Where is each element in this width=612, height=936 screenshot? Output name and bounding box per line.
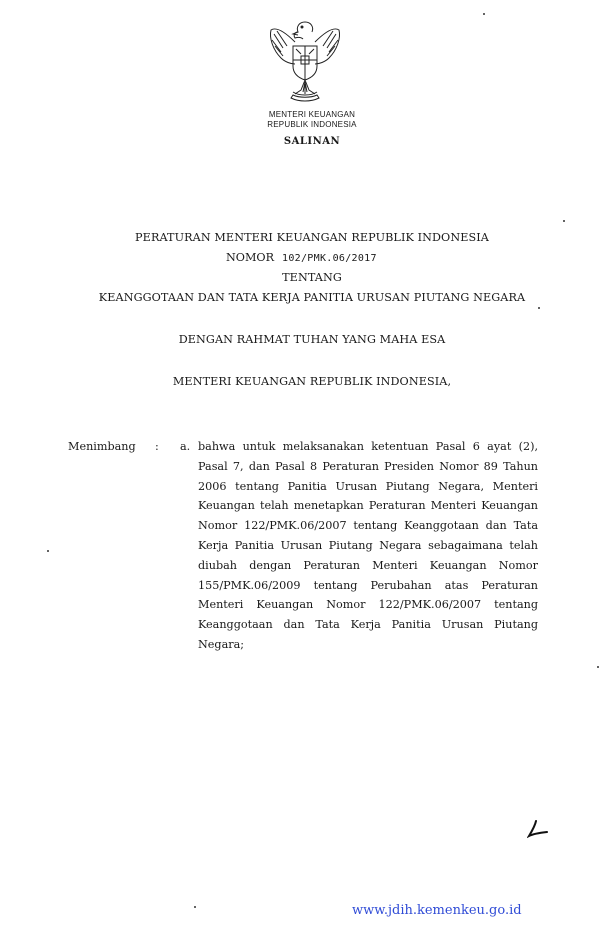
tentang-label: TENTANG bbox=[282, 271, 342, 284]
menimbang-separator: : bbox=[155, 440, 159, 453]
regulation-title: PERATURAN MENTERI KEUANGAN REPUBLIK INDONESIA bbox=[135, 231, 489, 244]
clause-text: bahwa untuk melaksanakan ketentuan Pasal 6 ayat (2), Pasal 7, dan Pasal 8 Peraturan Presiden Nomor 89 Tahun 2006 tentang Panitia Urusan Piutang Negara, Menteri Keuangan telah menetapkan Peraturan Menteri Keuangan Nomor 122/PMK.06/2007 tentang Keanggotaan dan Tata Kerja Panitia Urusan Piutang Negara sebagaimana telah diubah dengan Peraturan Menteri Keuangan Nomor 155/PMK.06/2009 tentang Perubahan atas Peraturan Menteri Keuangan Nomor 122/PMK.06/2007 tentang Keanggotaan dan Tata Kerja Panitia Urusan Piutang Negara; bbox=[198, 440, 538, 651]
ministry-title: MENTERI KEUANGAN bbox=[268, 110, 356, 119]
scan-speck bbox=[538, 307, 540, 309]
footer-url-link[interactable]: www.jdih.kemenkeu.go.id bbox=[352, 903, 522, 918]
copy-label: SALINAN bbox=[283, 136, 341, 147]
scan-speck bbox=[47, 550, 49, 552]
regulation-subject: KEANGGOTAAN DAN TATA KERJA PANITIA URUSAN PIUTANG NEGARA bbox=[98, 291, 526, 304]
nomor-label: NOMOR bbox=[226, 251, 275, 264]
garuda-emblem-icon bbox=[265, 18, 345, 104]
scan-speck bbox=[563, 220, 565, 222]
nomor-value: 102/PMK.06/2017 bbox=[282, 253, 377, 264]
issuer: MENTERI KEUANGAN REPUBLIK INDONESIA, bbox=[172, 375, 452, 388]
menimbang-label: Menimbang bbox=[68, 440, 136, 453]
regulation-number bbox=[226, 251, 377, 264]
scan-speck bbox=[483, 13, 485, 15]
scan-speck bbox=[597, 666, 599, 668]
republic-title: REPUBLIK INDONESIA bbox=[267, 120, 357, 129]
initial-signature-icon bbox=[527, 819, 549, 839]
scan-speck bbox=[194, 906, 196, 908]
clause-letter: a. bbox=[180, 440, 191, 453]
invocation: DENGAN RAHMAT TUHAN YANG MAHA ESA bbox=[178, 333, 446, 346]
